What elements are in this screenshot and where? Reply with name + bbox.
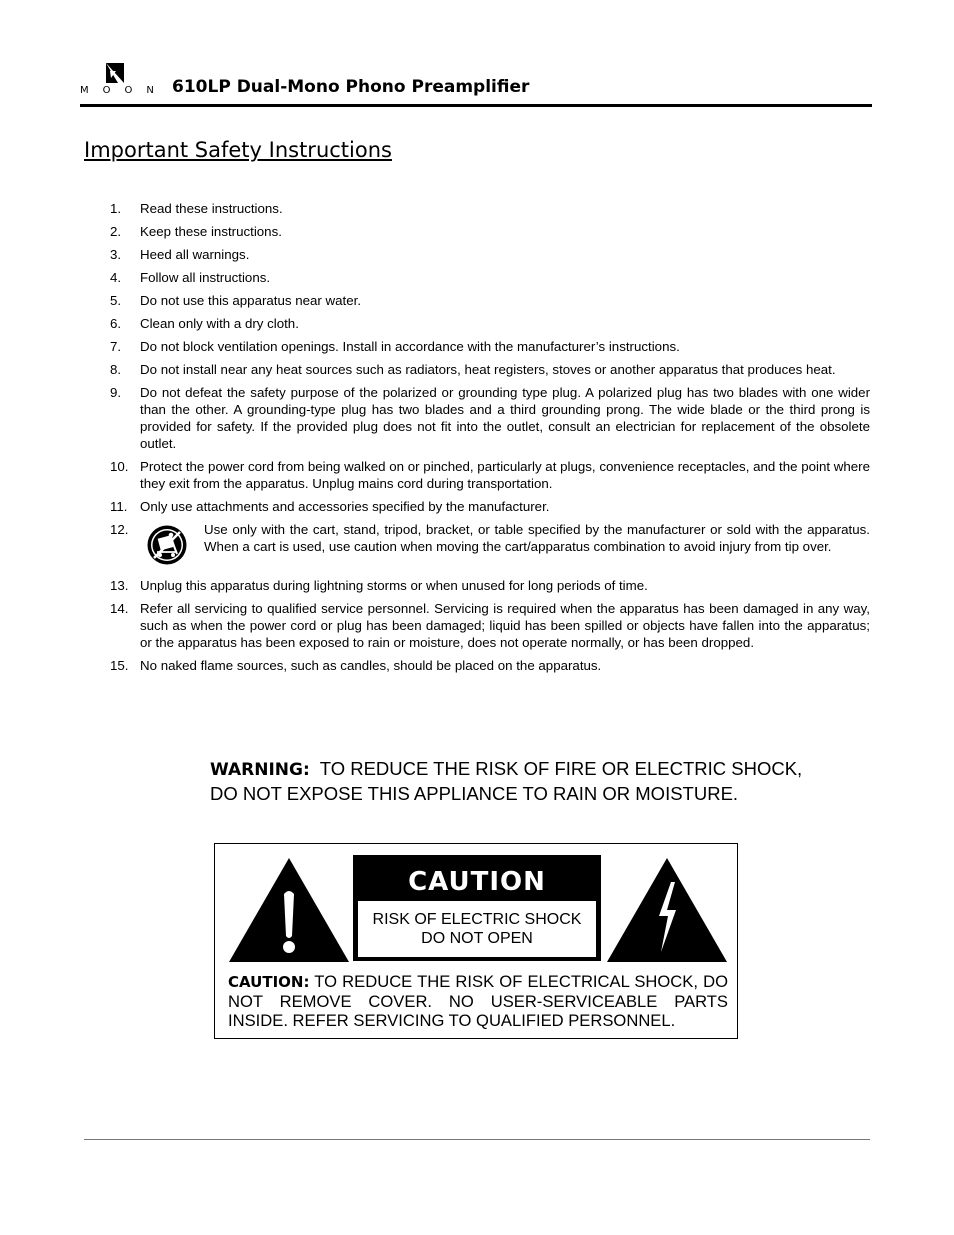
item-number: 6. — [110, 316, 122, 331]
item-number: 3. — [110, 247, 122, 262]
item-text: Do not block ventilation openings. Install in accordance with the manufacturer’s instructions. — [140, 339, 680, 354]
item-text: Do not install near any heat sources such as radiators, heat registers, stoves or another apparatus that produces heat. — [140, 362, 836, 377]
item-number: 5. — [110, 293, 122, 308]
caution-inner-panel — [358, 901, 596, 957]
list-item — [84, 292, 870, 309]
item-text: Read these instructions. — [140, 201, 283, 216]
item-number: 9. — [110, 385, 122, 400]
list-item — [84, 269, 870, 286]
item-text: Follow all instructions. — [140, 270, 271, 285]
caution-line-2: DO NOT OPEN — [421, 930, 533, 947]
list-item — [84, 361, 870, 378]
list-item — [84, 577, 870, 594]
page-header — [80, 60, 872, 107]
item-text: Protect the power cord from being walked on or pinched, particularly at plugs, convenience receptacles, and the point where they exit from the apparatus. Unplug mains cord during transportation. — [140, 459, 870, 491]
caution-heading: CAUTION — [408, 867, 546, 897]
warning-label: WARNING: — [210, 760, 310, 780]
item-text: Keep these instructions. — [140, 224, 282, 239]
exclamation-triangle-icon — [227, 856, 351, 964]
item-text: Use only with the cart, stand, tripod, bracket, or table specified by the manufacturer or sold with the apparatus. When a cart is used, use caution when moving the cart/apparatus combination to avoid injury from tip over. — [204, 522, 870, 554]
item-text: Clean only with a dry cloth. — [140, 316, 299, 331]
item-number: 1. — [110, 201, 122, 216]
logo-text: MOON — [80, 85, 168, 96]
item-text: No naked flame sources, such as candles, should be placed on the apparatus. — [140, 658, 602, 673]
item-number: 2. — [110, 224, 122, 239]
section-title: Important Safety Instructions — [84, 138, 392, 162]
list-item — [84, 315, 870, 332]
list-item — [84, 246, 870, 263]
cart-tip-over-warning-icon — [146, 524, 188, 566]
item-text: Only use attachments and accessories specified by the manufacturer. — [140, 499, 550, 514]
list-item — [84, 223, 870, 240]
caution-line-1: RISK OF ELECTRIC SHOCK — [372, 911, 582, 928]
item-number: 4. — [110, 270, 122, 285]
list-item — [84, 458, 870, 492]
caution-label — [214, 843, 738, 1039]
list-item — [84, 657, 870, 674]
warning-notice — [210, 757, 810, 805]
item-number: 8. — [110, 362, 122, 377]
footer-divider — [84, 1139, 870, 1140]
list-item — [84, 200, 870, 217]
caution-body-label: CAUTION: — [228, 973, 310, 991]
caution-header — [353, 855, 601, 961]
warning-line-2: DO NOT EXPOSE THIS APPLIANCE TO RAIN OR MOISTURE. — [210, 783, 739, 804]
item-text: Do not use this apparatus near water. — [140, 293, 362, 308]
item-number: 12. — [110, 522, 129, 537]
list-item — [84, 600, 870, 651]
warning-line-1: TO REDUCE THE RISK OF FIRE OR ELECTRIC SHOCK, — [319, 758, 803, 779]
caution-body — [228, 972, 728, 1030]
moon-logo-icon — [80, 60, 168, 100]
lightning-triangle-icon — [605, 856, 729, 964]
item-text: Heed all warnings. — [140, 247, 250, 262]
list-item — [84, 521, 870, 571]
item-text: Refer all servicing to qualified service personnel. Servicing is required when the apparatus has been damaged in any way, such as when the power cord or plug has been damaged; liquid has been spilled or objects have fallen into the apparatus; or the apparatus has been exposed to rain or moisture, does not operate normally, or has been dropped. — [140, 601, 870, 650]
item-number: 15. — [110, 658, 129, 673]
list-item — [84, 338, 870, 355]
item-number: 13. — [110, 578, 129, 593]
caution-body-text: TO REDUCE THE RISK OF ELECTRICAL SHOCK, DO NOT REMOVE COVER. NO USER-SERVICEABLE PARTS INSIDE. REFER SERVICING TO QUALIFIED PERSONNEL. — [228, 972, 728, 1030]
document-title: 610LP Dual-Mono Phono Preamplifier — [172, 77, 530, 97]
list-item — [84, 384, 870, 452]
item-number: 10. — [110, 459, 129, 474]
safety-instructions-list — [84, 200, 870, 680]
item-number: 7. — [110, 339, 122, 354]
list-item — [84, 498, 870, 515]
item-text: Unplug this apparatus during lightning storms or when unused for long periods of time. — [140, 578, 648, 593]
item-number: 11. — [110, 499, 128, 514]
item-number: 14. — [110, 601, 129, 616]
item-text: Do not defeat the safety purpose of the polarized or grounding type plug. A polarized plug has two blades with one wider than the other. A grounding-type plug has two blades and a third grounding prong. The wide blade or the third prong is provided for safety. If the provided plug does not fit into the outlet, consult an electrician for replacement of the obsolete outlet. — [140, 385, 870, 451]
